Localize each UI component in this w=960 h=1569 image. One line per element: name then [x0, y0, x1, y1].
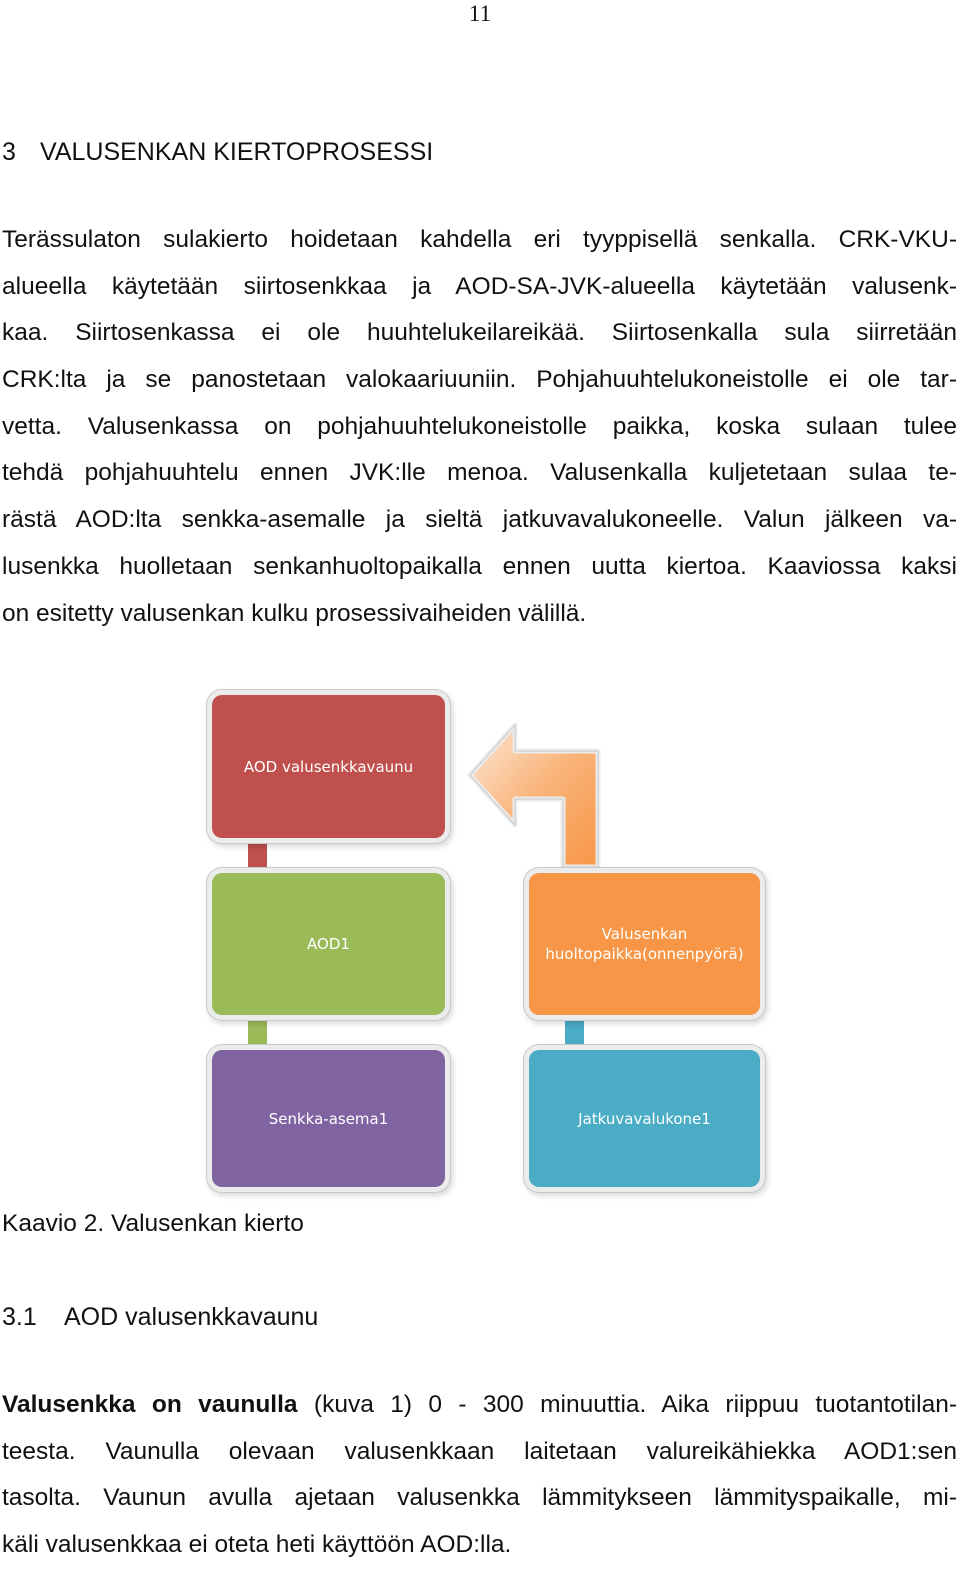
paragraph-line: tasolta. Vaunun avulla ajetaan valusenkka lämmitykseen lämmityspaikalle, mi- [2, 1484, 957, 1512]
page-number: 11 [468, 1, 492, 26]
paragraph-line: alueella käytetään siirtosenkkaa ja AOD-SA-JVK-alueella käytetään valusenk- [2, 272, 957, 300]
paragraph-line: teesta. Vaunulla olevaan valusenkkaan laitetaan valureikähiekka AOD1:sen [2, 1437, 957, 1465]
subsection-title: AOD valusenkkavaunu [64, 1303, 319, 1331]
process-cycle-diagram [200, 685, 770, 1200]
section-title: VALUSENKAN KIERTOPROSESSI [40, 138, 434, 166]
return-arrow-icon [465, 707, 605, 872]
paragraph-line: kaa. Siirtosenkassa ei ole huuhtelukeilareikää. Siirtosenkalla sula siirretään [2, 319, 957, 347]
subsection-heading [2, 1302, 318, 1332]
connector-vaunu-aod1 [248, 838, 267, 868]
paragraph-line: käli valusenkkaa ei oteta heti käyttöön AOD:lla. [2, 1531, 512, 1559]
section-number: 3 [2, 138, 16, 166]
box-label-line: Valusenkan [601, 925, 688, 943]
box-aod1 [212, 873, 445, 1015]
box-label: AOD valusenkkavaunu [243, 757, 414, 776]
box-label-line: huoltopaikka(onnenpyörä) [545, 945, 744, 963]
subsection-number: 3.1 [2, 1303, 37, 1331]
paragraph-line: on esitetty valusenkan kulku prosessivaiheiden välillä. [2, 599, 587, 627]
box-senkka-asema1 [212, 1050, 445, 1187]
paragraph-line: Terässulaton sulakierto hoidetaan kahdella eri tyyppisellä senkalla. CRK-VKU- [2, 226, 957, 253]
paragraph-line: vetta. Valusenkassa on pohjahuuhtelukoneistolle paikka, koska sulaan tulee [2, 412, 957, 440]
paragraph-line [2, 1382, 957, 1429]
body-paragraph [2, 1382, 957, 1569]
box-label: AOD1 [307, 935, 350, 953]
box-label: Senkka-asema1 [268, 1109, 389, 1128]
paragraph-line: tehdä pohjahuuhtelu ennen JVK:lle menoa. Valusenkalla kuljetetaan sulaa te- [2, 459, 957, 487]
paragraph-line: CRK:lta ja se panostetaan valokaariuuniin. Pohjahuuhtelukoneistolle ei ole tar- [2, 366, 957, 394]
paragraph-line: rästä AOD:lta senkka-asemalle ja sieltä jatkuvavalukoneelle. Valun jälkeen va- [2, 506, 957, 534]
box-aod-valusenkkavaunu [212, 695, 445, 838]
box-jatkuvavalukone1 [529, 1050, 760, 1187]
section-heading [2, 137, 433, 167]
connector-aod1-senkka [248, 1015, 267, 1045]
line-text: (kuva 1) 0 - 300 minuuttia. Aika riippuu tuotantotilan- [297, 1391, 957, 1418]
intro-paragraph [2, 217, 957, 637]
connector-jvk-huolto [565, 1015, 584, 1045]
paragraph-line: lusenkka huolletaan senkanhuoltopaikalla ennen uutta kiertoa. Kaaviossa kaksi [2, 552, 957, 580]
box-label: Jatkuvavalukone1 [578, 1109, 711, 1128]
bold-lead-text: Valusenkka on vaunulla [2, 1391, 298, 1418]
figure-caption: Kaavio 2. Valusenkan kierto [2, 1210, 304, 1237]
box-valusenkan-huoltopaikka [529, 873, 760, 1015]
